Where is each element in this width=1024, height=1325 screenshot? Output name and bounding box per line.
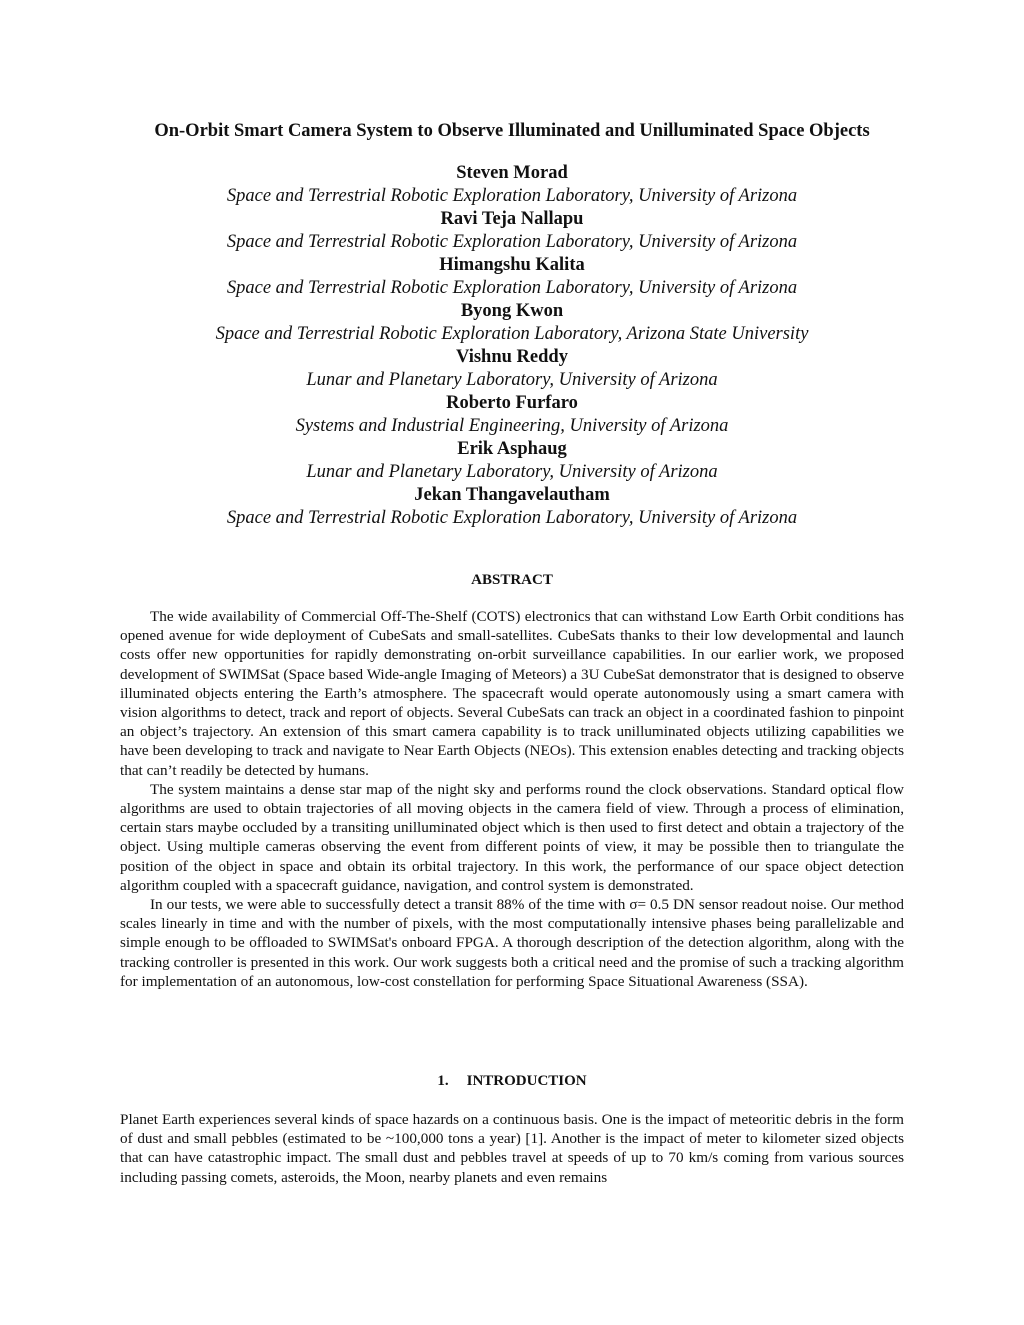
author-name: Byong Kwon xyxy=(460,301,564,321)
paper-title: On-Orbit Smart Camera System to Observe Illuminated and Unilluminated Space Objects xyxy=(154,121,870,141)
author-block xyxy=(120,254,904,300)
author-block xyxy=(120,208,904,254)
section-title: INTRODUCTION xyxy=(466,1073,587,1089)
abstract-paragraph: The wide availability of Commercial Off-The-Shelf (COTS) electronics that can withstand Low Earth Orbit conditions has opened avenue for wide deployment of CubeSats and small-satellites. CubeSats thanks to their low developmental and launch costs offer new opportunities for rapidly demonstrating on-orbit surveillance capabilities. In our earlier work, we proposed development of SWIMSat (Space based Wide-angle Imaging of Meteors) a 3U CubeSat demonstrator that is designed to observe illuminated objects entering the Earth’s atmosphere. The spacecraft would operate autonomously using a smart camera with vision algorithms to detect, track and report of objects. Several CubeSats can track an object in a coordinated fashion to pinpoint an object’s trajectory. An extension of this smart camera capability is to track unilluminated objects utilizing capabilities we have been developing to track and navigate to Near Earth Objects (NEOs). This extension enables detecting and tracking objects that can’t readily be detected by humans. xyxy=(120,608,904,779)
author-name: Jekan Thangavelautham xyxy=(414,485,610,505)
author-block xyxy=(120,346,904,392)
abstract-heading: ABSTRACT xyxy=(471,572,553,588)
author-affiliation: Space and Terrestrial Robotic Exploration Laboratory, University of Arizona xyxy=(226,186,798,206)
author-affiliation: Systems and Industrial Engineering, University of Arizona xyxy=(295,416,729,436)
author-list xyxy=(120,162,904,530)
author-name: Steven Morad xyxy=(456,163,568,183)
section-heading-introduction xyxy=(120,1073,904,1090)
section-number: 1. xyxy=(437,1073,449,1089)
introduction-paragraph: Planet Earth experiences several kinds of space hazards on a continuous basis. One is the impact of meteoritic debris in the form of dust and small pebbles (estimated to be ~100,000 tons a year) [1]. Another is the impact of meter to kilometer sized objects that can have catastrophic impact. The small dust and pebbles travel at speeds of up to 70 km/s coming from various sources including passing comets, asteroids, the Moon, nearby planets and even remains xyxy=(120,1111,904,1186)
author-block xyxy=(120,392,904,438)
author-affiliation: Lunar and Planetary Laboratory, University of Arizona xyxy=(306,462,718,482)
author-block xyxy=(120,438,904,484)
author-block xyxy=(120,162,904,208)
author-name: Erik Asphaug xyxy=(457,439,567,459)
author-block xyxy=(120,484,904,530)
author-name: Himangshu Kalita xyxy=(439,255,585,275)
author-block xyxy=(120,300,904,346)
abstract-paragraph: In our tests, we were able to successfully detect a transit 88% of the time with σ= 0.5 DN sensor readout noise. Our method scales linearly in time and with the number of pixels, with the most computationally intensive phases being parallelizable and simple enough to be offloaded to SWIMSat's onboard FPGA. A thorough description of the detection algorithm, along with the tracking controller is presented in this work. Our work suggests both a critical need and the promise of such a tracking algorithm for implementation of an autonomous, low-cost constellation for performing Space Situational Awareness (SSA). xyxy=(120,896,904,990)
author-name: Ravi Teja Nallapu xyxy=(440,209,584,229)
author-affiliation: Lunar and Planetary Laboratory, University of Arizona xyxy=(306,370,718,390)
author-affiliation: Space and Terrestrial Robotic Exploration Laboratory, Arizona State University xyxy=(215,324,809,344)
author-affiliation: Space and Terrestrial Robotic Exploration Laboratory, University of Arizona xyxy=(226,508,798,528)
abstract-body xyxy=(120,607,904,991)
introduction-body xyxy=(120,1110,904,1187)
author-name: Roberto Furfaro xyxy=(446,393,578,413)
author-name: Vishnu Reddy xyxy=(456,347,568,367)
abstract-paragraph: The system maintains a dense star map of the night sky and performs round the clock observations. Standard optical flow algorithms are used to obtain trajectories of all moving objects in the camera field of view. Through a process of elimination, certain stars maybe occluded by a transiting unilluminated object which is then used to first detect and obtain a trajectory of the object. Using multiple cameras observing the event from different points of view, it may be possible then to triangulate the position of the object in space and obtain its orbital trajectory. In this work, the performance of our space object detection algorithm coupled with a spacecraft guidance, navigation, and control system is demonstrated. xyxy=(120,780,904,894)
author-affiliation: Space and Terrestrial Robotic Exploration Laboratory, University of Arizona xyxy=(226,232,798,252)
author-affiliation: Space and Terrestrial Robotic Exploration Laboratory, University of Arizona xyxy=(226,278,798,298)
